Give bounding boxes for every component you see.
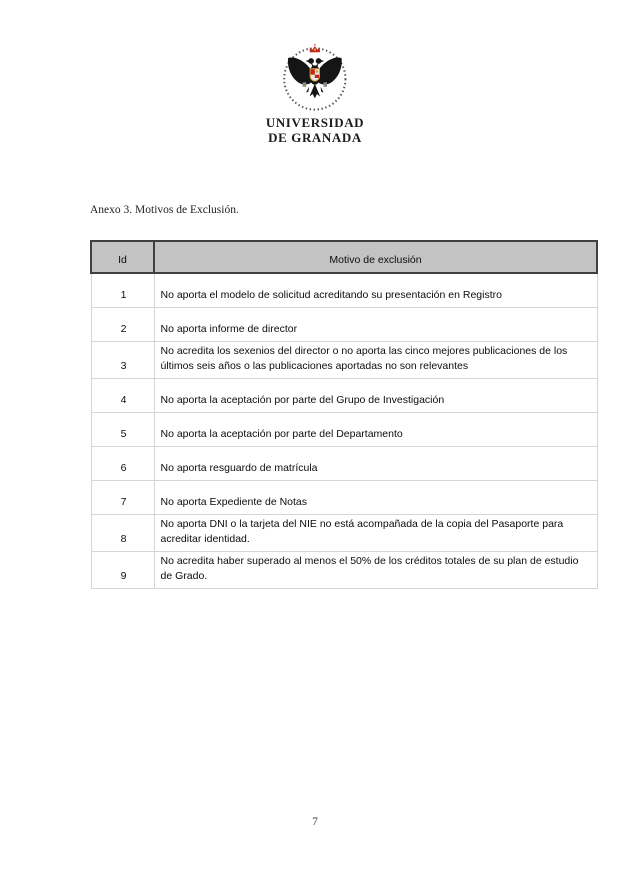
row-id: 8	[91, 514, 154, 551]
row-id: 3	[91, 341, 154, 378]
row-motivo: No aporta la aceptación por parte del Grupo de Investigación	[154, 378, 597, 412]
row-motivo: No aporta la aceptación por parte del Departamento	[154, 412, 597, 446]
table-header-row	[91, 241, 597, 273]
row-id: 7	[91, 480, 154, 514]
row-id: 5	[91, 412, 154, 446]
crest-shield-icon	[310, 69, 319, 81]
page-title: Anexo 3. Motivos de Exclusión.	[90, 204, 239, 216]
row-motivo: No aporta informe de director	[154, 307, 597, 341]
row-id: 9	[91, 551, 154, 588]
table-row	[91, 551, 597, 588]
header-motivo: Motivo de exclusión	[154, 241, 597, 273]
table-row	[91, 480, 597, 514]
row-id: 4	[91, 378, 154, 412]
table-row	[91, 273, 597, 307]
row-motivo: No acredita haber superado al menos el 50% de los créditos totales de su plan de estudio de Grado.	[154, 551, 597, 588]
page-number: 7	[312, 816, 318, 828]
ugr-crest-icon	[276, 42, 354, 112]
row-motivo: No aporta DNI o la tarjeta del NIE no está acompañada de la copia del Pasaporte para acreditar identidad.	[154, 514, 597, 551]
university-logo	[266, 42, 364, 145]
table-row	[91, 514, 597, 551]
row-id: 1	[91, 273, 154, 307]
row-id: 2	[91, 307, 154, 341]
table-row	[91, 378, 597, 412]
logo-wordmark-line1: UNIVERSIDAD	[265, 115, 365, 130]
row-motivo: No aporta el modelo de solicitud acreditando su presentación en Registro	[154, 273, 597, 307]
exclusion-reasons-table	[90, 240, 598, 589]
row-motivo: No acredita los sexenios del director o no aporta las cinco mejores publicaciones de los últimos seis años o las publicaciones aportadas no son relevantes	[154, 341, 597, 378]
row-motivo: No aporta resguardo de matrícula	[154, 446, 597, 480]
table-row	[91, 307, 597, 341]
crest-pillar-right	[324, 82, 328, 86]
logo-wordmark-line2: DE GRANADA	[268, 130, 362, 145]
table-row	[91, 412, 597, 446]
row-motivo: No aporta Expediente de Notas	[154, 480, 597, 514]
crest-pillar-left	[303, 82, 307, 86]
logo-wordmark	[266, 115, 364, 145]
row-id: 6	[91, 446, 154, 480]
table-row	[91, 446, 597, 480]
header-id: Id	[91, 241, 154, 273]
table-row	[91, 341, 597, 378]
